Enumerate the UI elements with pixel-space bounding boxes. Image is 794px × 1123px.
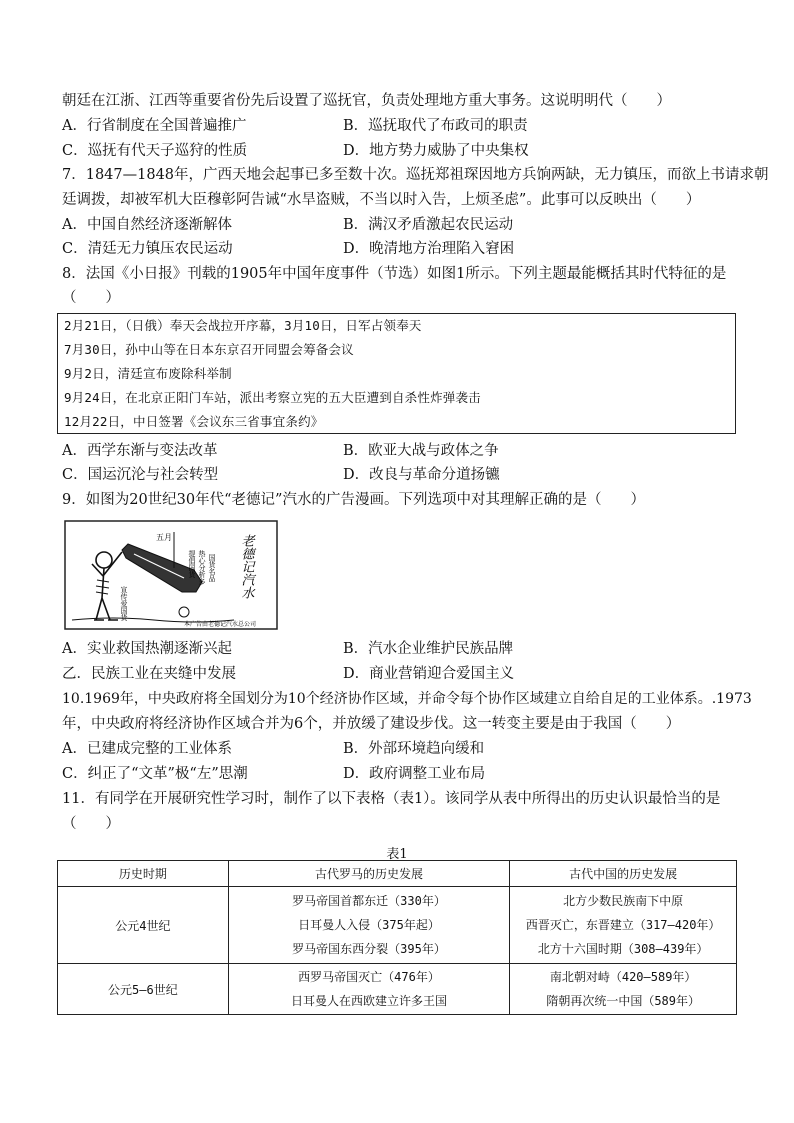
- q7-stem-line1: 7．1847—1848年，广西天地会起事已多至数十次。巡抚郑祖琛因地方兵饷两缺，无力镇压，而欲上书请求朝: [62, 167, 769, 183]
- header-period: 历史时期: [58, 861, 229, 887]
- q7-option-d[interactable]: D．晚清地方治理陷入窘困: [343, 241, 515, 257]
- q8-stem-line1: 8．法国《小日报》刊载的1905年中国年度事件（节选）如图1所示。下列主题最能概括其时代特征的是: [62, 266, 727, 282]
- row1-period: 公元4世纪: [58, 887, 229, 964]
- row2-rome-2: 日耳曼人在西欧建立许多王国: [291, 994, 448, 1008]
- row1-china-2: 西晋灭亡，东晋建立（317—420年）: [525, 918, 721, 932]
- row1-rome-2: 日耳曼人入侵（375年起）: [298, 918, 440, 932]
- table-title: 表1: [386, 847, 408, 862]
- q9-option-c[interactable]: 乙．民族工业在夹缝中发展: [62, 666, 236, 682]
- row1-china: [510, 887, 737, 964]
- row1-china-3: 北方十六国时期（308—439年）: [537, 942, 709, 956]
- row1-rome-3: 罗马帝国东西分裂（395年）: [292, 942, 446, 956]
- q10-stem-line1: 10.1969年，中央政府将全国划分为10个经济协作区域，并命令每个协作区域建立自给自足的工业体系。.1973: [62, 691, 752, 707]
- q10-stem-line2: 年，中央政府将经济协作区域合并为6个，并放缓了建设步伐。这一转变主要是由于我国（ ）: [62, 716, 681, 732]
- q9-option-d[interactable]: D．商业营销迎合爱国主义: [343, 666, 515, 682]
- history-comparison-table: [57, 860, 737, 1015]
- q6-option-c[interactable]: C．巡抚有代天子巡狩的性质: [62, 143, 248, 159]
- row2-china-1: 南北朝对峙（420—589年）: [549, 970, 697, 984]
- row1-china-1: 北方少数民族南下中原: [563, 894, 684, 908]
- header-china: 古代中国的历史发展: [510, 861, 737, 887]
- q7-option-c[interactable]: C．清廷无力镇压农民运动: [62, 241, 233, 257]
- q9-option-b[interactable]: B．汽水企业维护民族品牌: [343, 641, 514, 657]
- q9-advertisement-cartoon: [64, 520, 278, 630]
- q6-stem: 朝廷在江浙、江西等重要省份先后设置了巡抚官，负责处理地方重大事务。这说明明代（ ）: [62, 93, 671, 109]
- q8-event-box: [57, 313, 736, 434]
- q8-option-a[interactable]: A．西学东渐与变法改革: [62, 443, 218, 459]
- row1-rome: [228, 887, 510, 964]
- q10-option-d[interactable]: D．政府调整工业布局: [343, 766, 486, 782]
- cartoon-bubble-col2: 热心分析多: [198, 550, 206, 585]
- q8-event-4: 9月24日，在北京正阳门车站，派出考察立宪的五大臣遭到自杀性炸弹袭击: [64, 390, 481, 405]
- q7-option-a[interactable]: A．中国自然经济逐渐解体: [62, 217, 232, 233]
- cartoon-bubble-col3: 国货名品: [208, 554, 216, 582]
- cartoon-brand-title: 老德记汽水: [238, 534, 254, 599]
- cartoon-bottle-text: 五月: [156, 533, 172, 542]
- q6-option-b[interactable]: B．巡抚取代了布政司的职责: [343, 118, 528, 134]
- q8-option-d[interactable]: D．改良与革命分道扬镳: [343, 467, 500, 483]
- row2-rome: [228, 964, 510, 1015]
- q10-option-a[interactable]: A．已建成完整的工业体系: [62, 741, 232, 757]
- table-row: [58, 964, 737, 1015]
- row2-china: [510, 964, 737, 1015]
- q9-stem: 9．如图为20世纪30年代“老德记”汽水的广告漫画。下列选项中对其理解正确的是（ ）: [62, 492, 645, 508]
- q9-option-a[interactable]: A．实业救国热潮逐渐兴起: [62, 641, 232, 657]
- cartoon-caption: 本广告由老德记汽水总公司: [184, 621, 257, 628]
- q8-stem-line2: （ ）: [62, 290, 120, 306]
- row2-period: 公元5—6世纪: [58, 964, 229, 1015]
- q8-option-c[interactable]: C．国运沉沦与社会转型: [62, 467, 219, 483]
- row2-rome-1: 西罗马帝国灭亡（476年）: [298, 970, 440, 984]
- cartoon-bottom-left-text: 宣传爱国货: [120, 586, 128, 621]
- cartoon-bubble-col1: 提倡国货: [188, 550, 196, 578]
- q8-event-3: 9月2日，清廷宣布废除科举制: [64, 366, 232, 381]
- q8-option-b[interactable]: B．欧亚大战与政体之争: [343, 443, 499, 459]
- q8-event-5: 12月22日，中日签署《会议东三省事宜条约》: [64, 414, 324, 429]
- q11-stem-line1: 11．有同学在开展研究性学习时，制作了以下表格（表1）。该同学从表中所得出的历史认识最恰当的是: [62, 791, 721, 807]
- q8-event-2: 7月30日，孙中山等在日本东京召开同盟会筹备会议: [64, 342, 354, 357]
- q11-stem-line2: （ ）: [62, 816, 120, 832]
- q10-option-b[interactable]: B．外部环境趋向缓和: [343, 741, 485, 757]
- table-row: [58, 887, 737, 964]
- q7-option-b[interactable]: B．满汉矛盾激起农民运动: [343, 217, 514, 233]
- table-header-row: [58, 861, 737, 887]
- q10-option-c[interactable]: C．纠正了“文革”极“左”思潮: [62, 766, 248, 782]
- header-rome: 古代罗马的历史发展: [228, 861, 510, 887]
- q8-event-1: 2月21日，（日俄）奉天会战拉开序幕，3月10日，日军占领奉天: [64, 318, 422, 333]
- q6-option-a[interactable]: A．行省制度在全国普遍推广: [62, 118, 247, 134]
- q6-option-d[interactable]: D．地方势力威胁了中央集权: [343, 143, 529, 159]
- row2-china-2: 隋朝再次统一中国（589年）: [546, 994, 700, 1008]
- row1-rome-1: 罗马帝国首都东迁（330年）: [292, 894, 446, 908]
- q7-stem-line2: 廷调拨，却被军机大臣穆彰阿告诫“水旱盗贼，不当以时入告，上烦圣虑”。此事可以反映出（ ）: [62, 192, 701, 208]
